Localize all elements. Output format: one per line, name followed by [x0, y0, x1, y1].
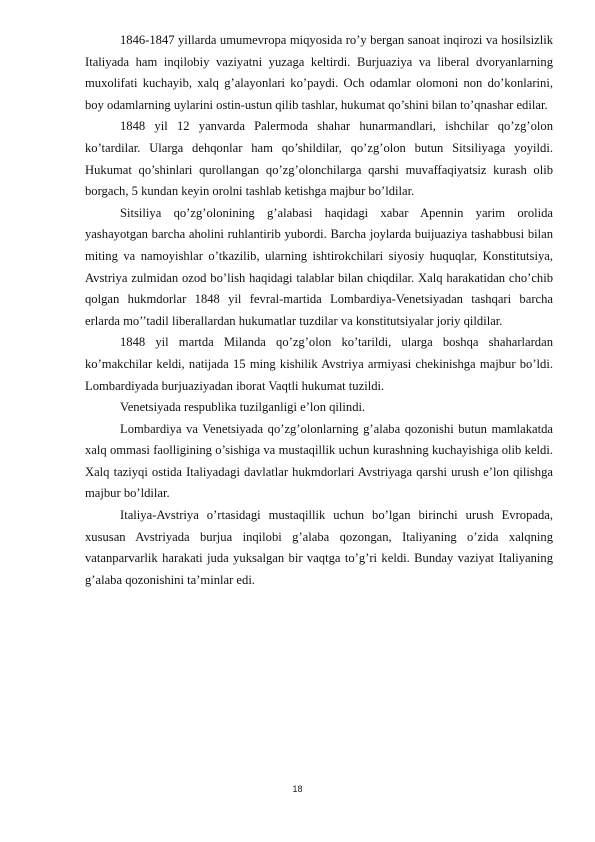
- document-body: [85, 30, 553, 591]
- paragraph-lombardy-venice: Lombardiya va Venetsiyada qo’zg’olonlarning g’alaba qozonishi butun mamlakatda xalq ommasi faolligining o’sishiga va mustaqillik uchun kurashning kuchayishiga olib keldi. Xalq taziyqi ostida Italiyadagi davlatlar hukmdorlari Avstriyaga qarshi urush e’lon qilishga majbur bo’ldilar.: [85, 421, 553, 501]
- page-number: 18: [292, 784, 303, 794]
- paragraph-first-war: Italiya-Avstriya o’rtasidagi mustaqillik uchun bo’lgan birinchi urush Evropada, xususan Avstriyada burjua inqilobi g’alaba qozongan, Italiyaning o’zida xalqning vatanparvarlik harakati juda yuksalgan bir vaqtga to’g’ri keldi. Bunday vaziyat Italiyaning g’alaba qozonishini ta’minlar edi.: [85, 508, 553, 587]
- paragraph-economic-crisis: 1846-1847 yillarda umumevropa miqyosida ro’y bergan sanoat inqirozi va hosilsizlik Italiyada ham inqilobiy vaziyatni yuzaga keltirdi. Burjuaziya va liberal dvoryanlarning muxolifati kuchayib, xalq g’alayonlari ko’paydi. Och odamlar olomoni non do’konlarini, boy odamlarning uylarini ostin-ustun qilib tashlar, hukumat qo’shini bilan to’qnashar edilar.: [85, 33, 553, 112]
- paragraph-sicily-victory: Sitsiliya qo’zg’olonining g’alabasi haqidagi xabar Apennin yarim orolida yashayotgan barcha aholini ruhlantirib yubordi. Barcha joylarda buijuaziya tashabbusi bilan miting va namoyishlar o’tkazilib, ularning ishtirokchilari siyosiy huquqlar, Konstitutsiya, Avstriya zulmidan ozod bo’lish haqidagi talablar bilan chiqdilar. Xalq harakatidan cho’chib qolgan hukmdorlar 1848 yil fevral-martida Lombardiya-Venetsiyadan tashqari barcha erlarda mo’’tadil liberallardan hukumatlar tuzdilar va konstitutsiyalar joriy qildilar.: [85, 205, 553, 328]
- paragraph-milan-uprising: 1848 yil martda Milanda qo’zg’olon ko’tarildi, ularga boshqa shaharlardan ko’makchilar keldi, natijada 15 ming kishilik Avstriya armiyasi chekinishga majbur bo’ldi. Lombardiyada burjuaziyadan iborat Vaqtli hukumat tuzildi.: [85, 335, 553, 393]
- paragraph-venice-republic: Venetsiyada respublika tuzilganligi e’lon qilindi.: [120, 400, 366, 415]
- paragraph-palermo-uprising: 1848 yil 12 yanvarda Palermoda shahar hunarmandlari, ishchilar qo’zg’olon ko’tardilar. Ularga dehqonlar ham qo’shildilar, qo’zg’olon butun Sitsiliyaga yoyildi. Hukumat qo’shinlari qurollangan qo’zg’olonchilarga qarshi muvaffaqiyatsiz kurash olib borgach, 5 kundan keyin orolni tashlab ketishga majbur bo’ldilar.: [85, 119, 553, 199]
